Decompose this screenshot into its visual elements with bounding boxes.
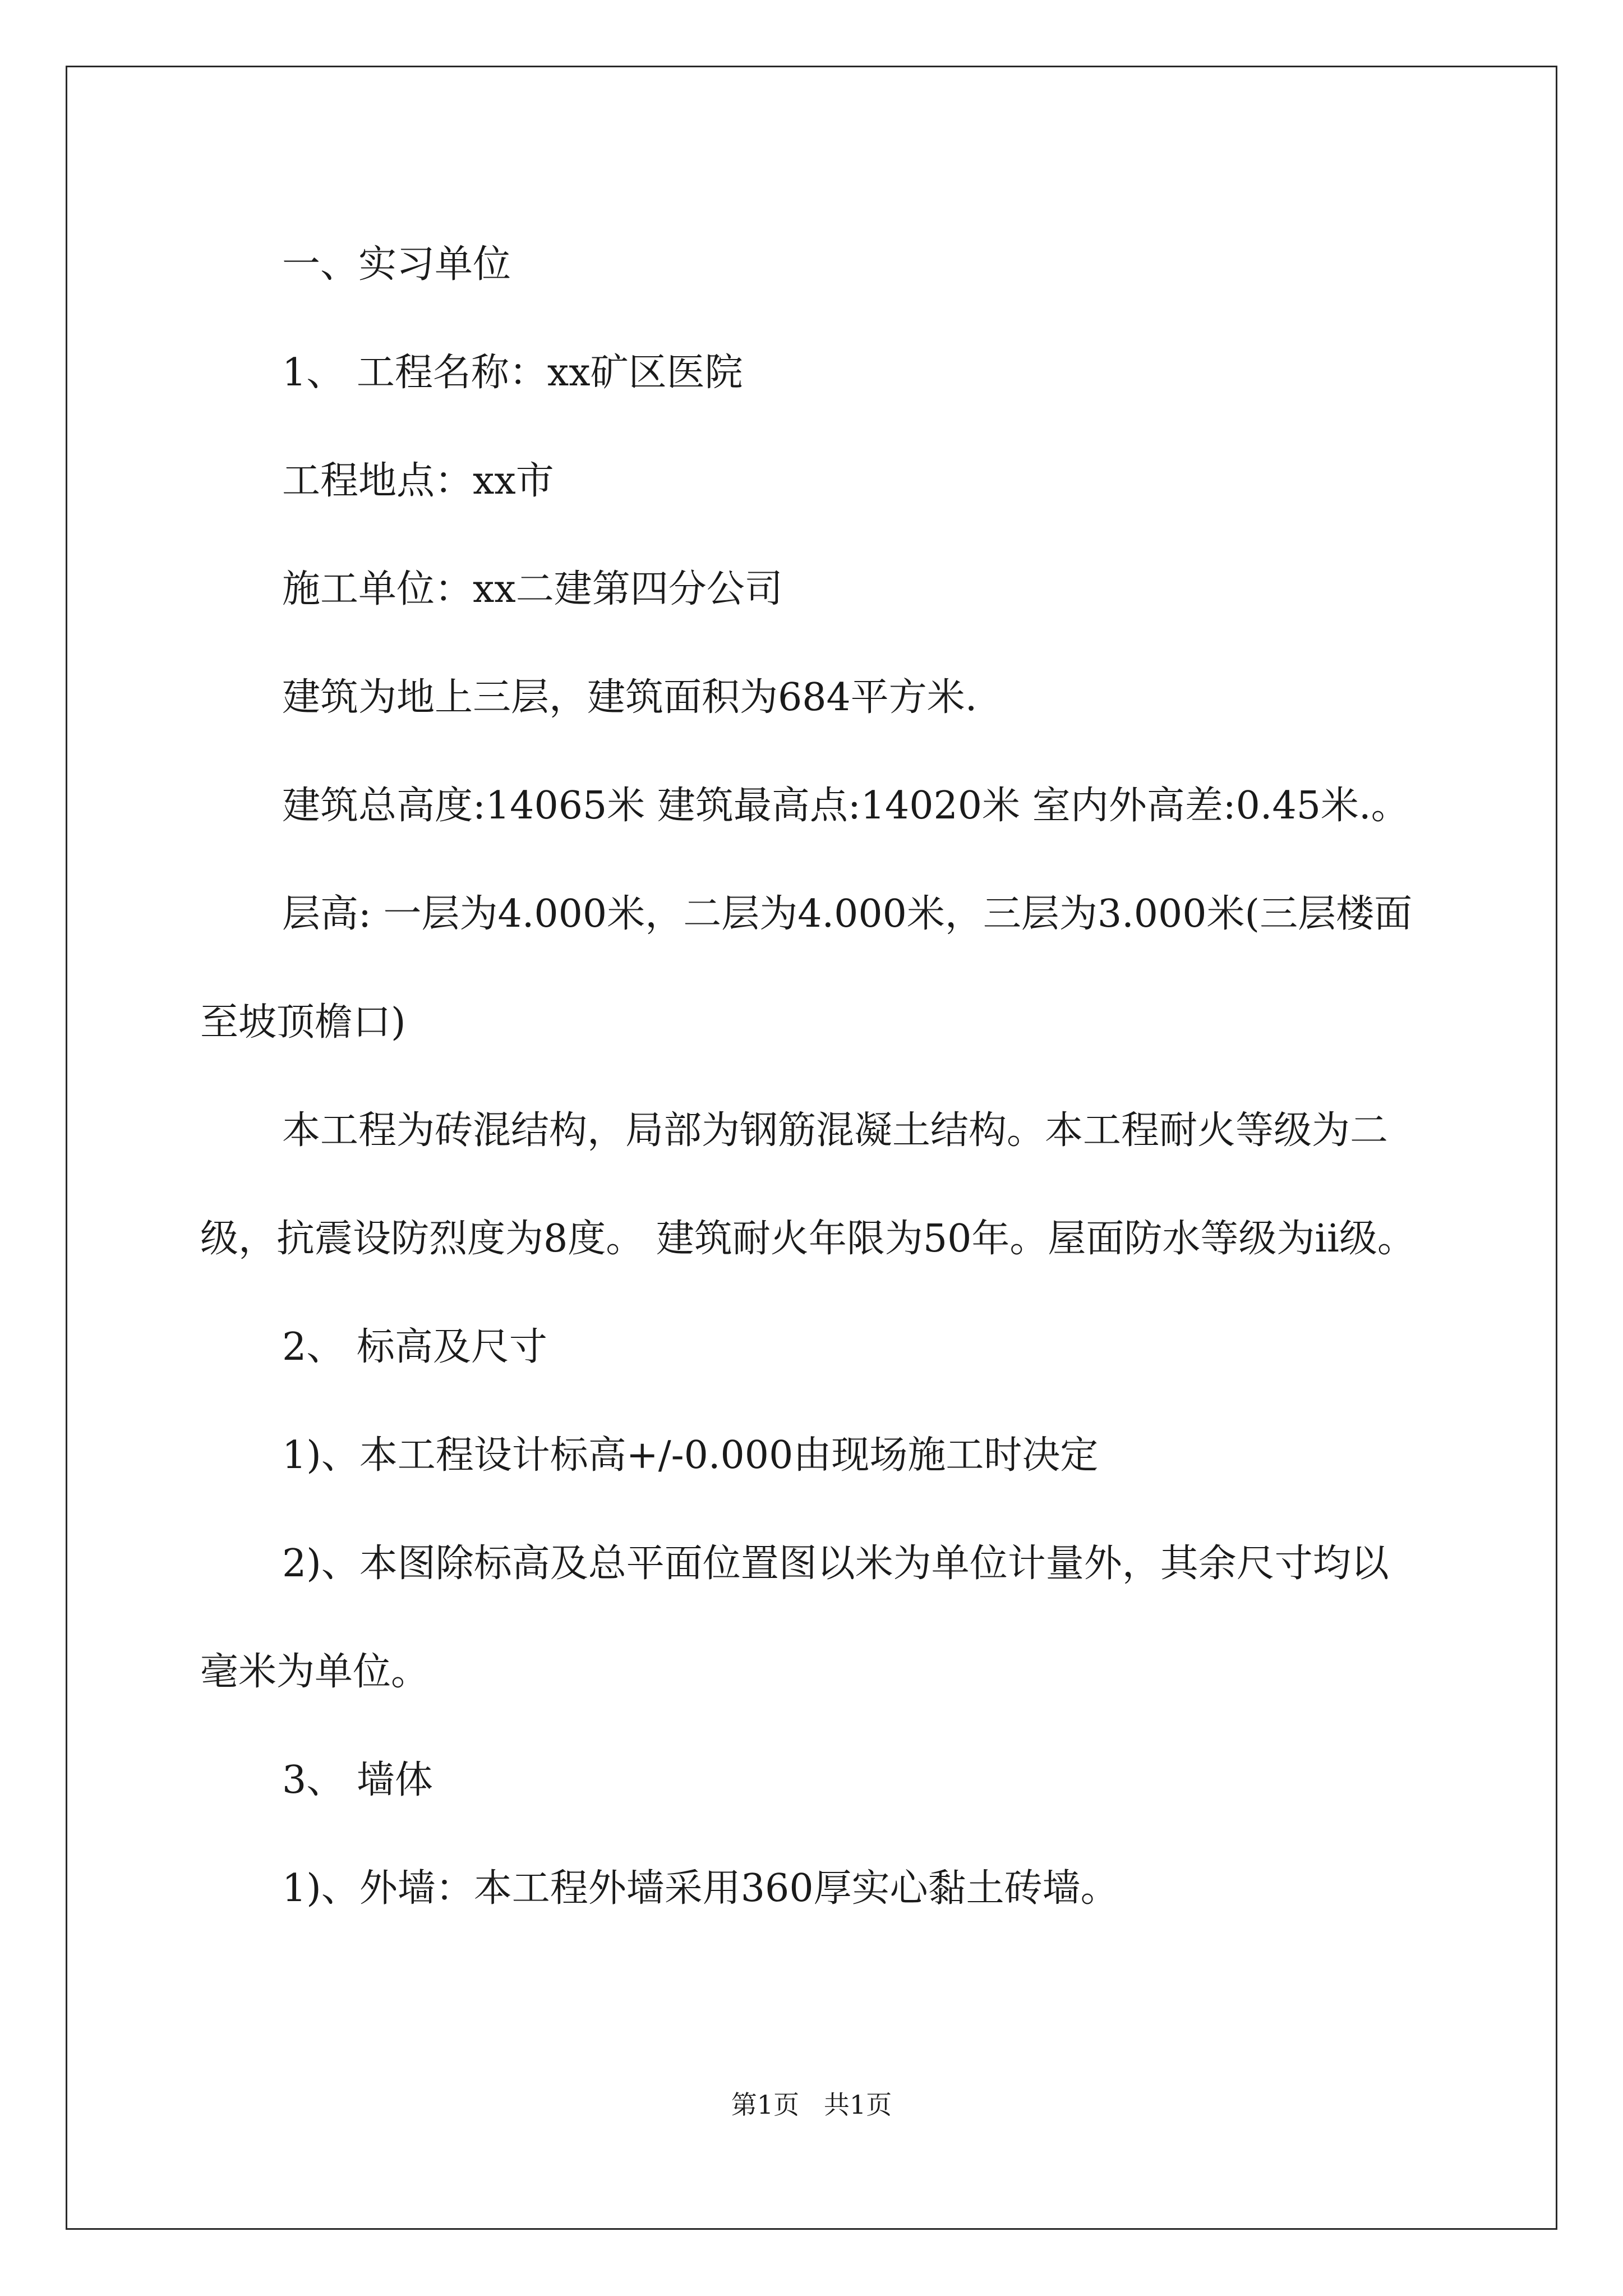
- floor-heights: 层高: 一层为4.000米，二层为4.000米，三层为3.000米(三层楼面至坡顶檐口): [200, 892, 1413, 1045]
- wall-note-1: 1)、外墙：本工程外墙采用360厚实心黏土砖墙。: [282, 1866, 1119, 1911]
- building-heights: 建筑总高度:14065米 建筑最高点:14020米 室内外高差:0.45米.。: [282, 784, 1409, 828]
- page-footer: 第1页 共1页: [731, 2090, 892, 2120]
- section-heading-internship-unit: 一、实习单位: [282, 242, 511, 287]
- section-heading-elevation: 2、 标高及尺寸: [282, 1325, 547, 1369]
- construction-unit: 施工单位：xx二建第四分公司: [282, 567, 783, 611]
- building-area: 建筑为地上三层，建筑面积为684平方米.: [282, 675, 978, 720]
- structure-description: 本工程为砖混结构，局部为钢筋混凝土结构。本工程耐火等级为二级，抗震设防烈度为8度。 建筑耐火年限为50年。屋面防水等级为ii级。: [200, 1108, 1415, 1261]
- document-body: [200, 210, 1423, 1943]
- elevation-note-1: 1)、本工程设计标高+/-0.000由现场施工时决定: [282, 1433, 1099, 1478]
- elevation-note-2: 2)、本图除标高及总平面位置图以米为单位计量外，其余尺寸均以毫米为单位。: [200, 1542, 1389, 1694]
- project-name: 1、 工程名称：xx矿区医院: [282, 351, 743, 395]
- project-location: 工程地点：xx市: [282, 459, 554, 503]
- section-heading-walls: 3、 墙体: [282, 1758, 433, 1802]
